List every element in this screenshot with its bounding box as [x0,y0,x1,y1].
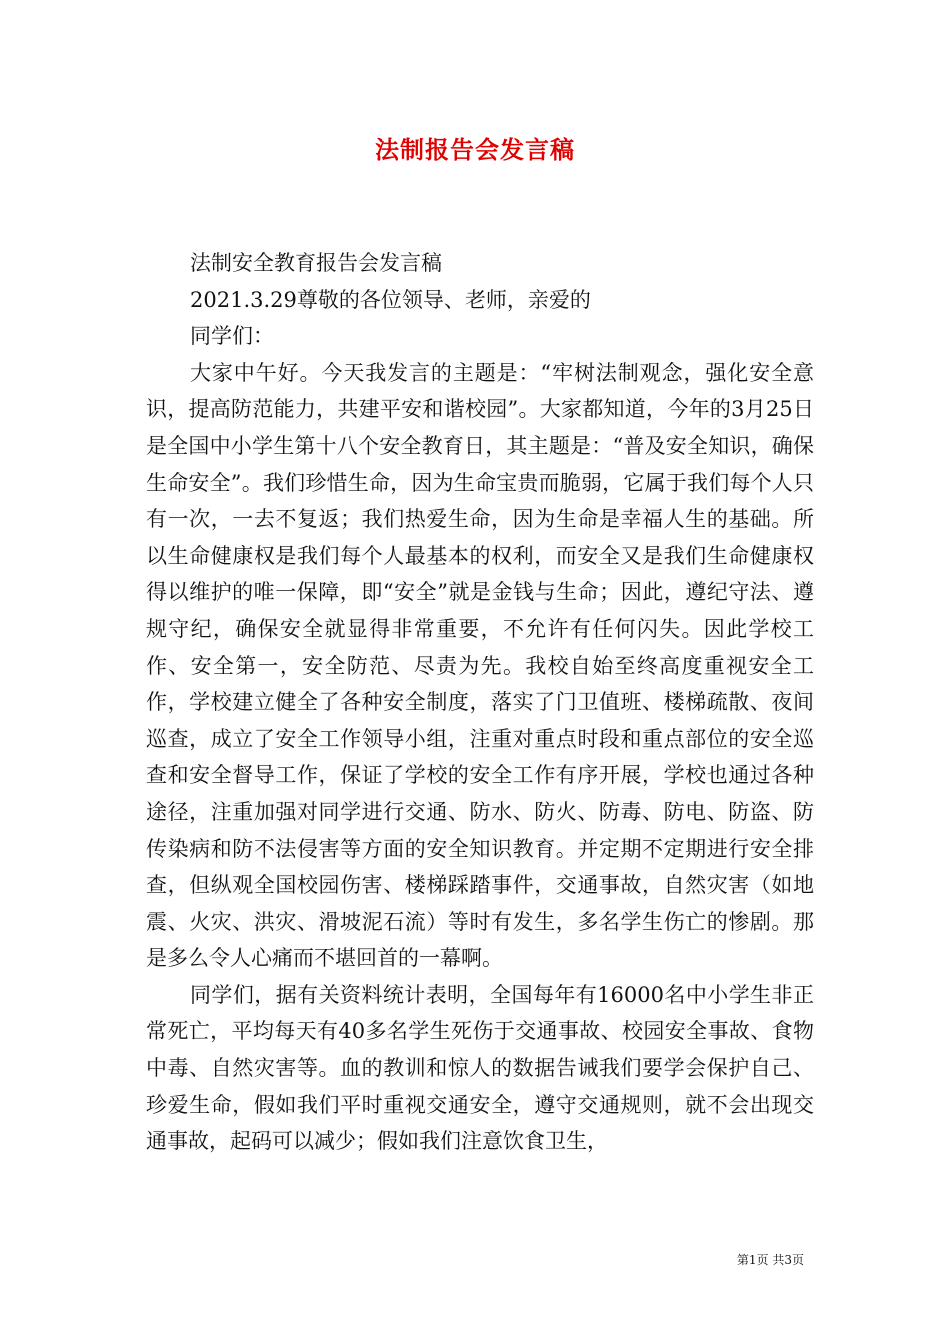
page-title: 法制报告会发言稿 [375,135,575,164]
header-line-date-salutation: 2021.3.29尊敬的各位领导、老师，亲爱的 [190,287,591,312]
document-body [146,245,814,1160]
header-line-salutation-end: 同学们： [190,324,274,349]
paragraph: 同学们，据有关资料统计表明，全国每年有16000名中小学生非正常死亡，平均每天有40多名学生死伤于交通事故、校园安全事故、食物中毒、自然灾害等。血的教训和惊人的数据告诫我们要学会保护自己、珍爱生命，假如我们平时重视交通安全，遵守交通规则，就不会出现交通事故，起码可以减少；假如我们注意饮食卫生， [146,982,814,1154]
header-line-subtitle: 法制安全教育报告会发言稿 [190,251,442,275]
paragraph: 大家中午好。今天我发言的主题是：“牢树法制观念，强化安全意识，提高防范能力，共建平安和谐校园”。大家都知道，今年的3月25日是全国中小学生第十八个安全教育日，其主题是：“普及安全知识，确保生命安全”。我们珍惜生命，因为生命宝贵而脆弱，它属于我们每个人只有一次，一去不复返；我们热爱生命，因为生命是幸福人生的基础。所以生命健康权是我们每个人最基本的权利，而安全又是我们生命健康权得以维护的唯一保障，即“安全”就是金钱与生命；因此，遵纪守法、遵规守纪，确保安全就显得非常重要，不允许有任何闪失。因此学校工作、安全第一，安全防范、尽责为先。我校自始至终高度重视安全工作，学校建立健全了各种安全制度，落实了门卫值班、楼梯疏散、夜间巡查，成立了安全工作领导小组，注重对重点时段和重点部位的安全巡查和安全督导工作，保证了学校的安全工作有序开展，学校也通过各种途径，注重加强对同学进行交通、防水、防火、防毒、防电、防盗、防传染病和防不法侵害等方面的安全知识教育。并定期不定期进行安全排查，但纵观全国校园伤害、楼梯踩踏事件，交通事故，自然灾害（如地震、火灾、洪灾、滑坡泥石流）等时有发生，多名学生伤亡的惨剧。那是多么令人心痛而不堪回首的一幕啊。 [146,360,814,971]
page-number: 第1页 共3页 [736,1253,804,1267]
